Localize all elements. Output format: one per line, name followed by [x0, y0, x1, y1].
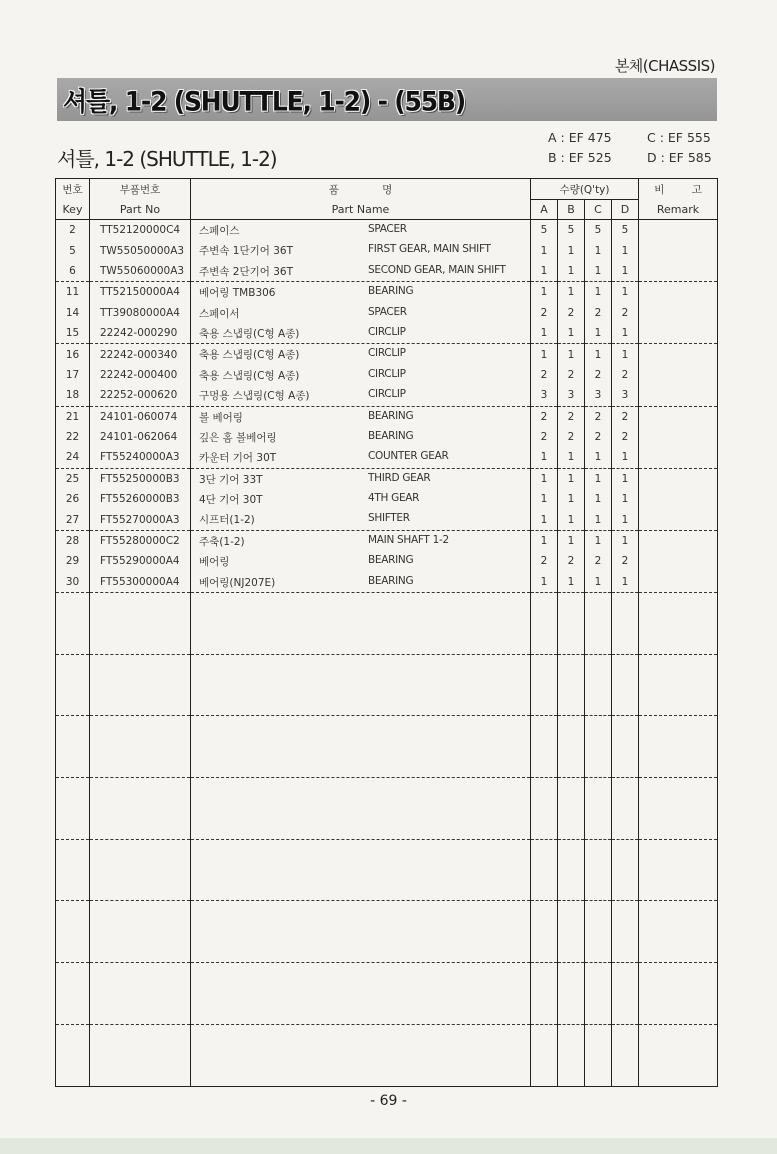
part-name-en: SPACER — [368, 223, 407, 235]
part-name-cell — [191, 468, 531, 489]
part-no-cell: FT55300000A4 — [90, 572, 191, 593]
qty-b-cell: 1 — [558, 323, 585, 344]
key-cell: 24 — [56, 447, 90, 468]
part-name-cell — [191, 509, 531, 530]
part-name-ko: 베어링 TMB306 — [199, 287, 276, 300]
qty-d-cell: 5 — [612, 220, 639, 241]
part-no-cell: 22242-000340 — [90, 344, 191, 365]
header-key-en: Key — [56, 200, 90, 220]
part-name-en: CIRCLIP — [368, 367, 406, 380]
blank-row — [56, 963, 718, 1025]
remark-cell — [639, 385, 718, 406]
part-name-en: COUNTER GEAR — [368, 450, 449, 463]
blank-row — [56, 593, 718, 655]
key-cell: 2 — [56, 220, 90, 241]
qty-d-cell: 2 — [612, 406, 639, 427]
qty-a-cell: 3 — [531, 385, 558, 406]
table-row — [56, 427, 718, 447]
part-no-cell: FT55290000A4 — [90, 551, 191, 571]
remark-cell — [639, 406, 718, 427]
part-no-cell: 22242-000400 — [90, 365, 191, 385]
qty-d-cell: 2 — [612, 365, 639, 385]
remark-cell — [639, 365, 718, 385]
qty-d-cell: 1 — [612, 447, 639, 468]
qty-d-cell: 1 — [612, 240, 639, 260]
part-no-cell: TT52120000C4 — [90, 220, 191, 241]
qty-c-cell: 2 — [585, 551, 612, 571]
part-name-ko: 깊은 홈 볼베어링 — [199, 431, 277, 444]
qty-d-cell: 1 — [612, 530, 639, 551]
part-name-ko: 베어링 — [199, 556, 230, 569]
part-name-cell — [191, 406, 531, 427]
part-name-en: SHIFTER — [368, 512, 410, 525]
qty-a-cell: 1 — [531, 530, 558, 551]
part-no-cell: FT55280000C2 — [90, 530, 191, 551]
part-name-cell — [191, 572, 531, 593]
part-name-ko: 주변속 2단기어 36T — [199, 265, 293, 278]
qty-a-cell: 1 — [531, 344, 558, 365]
table-row — [56, 323, 718, 344]
qty-c-cell: 1 — [585, 509, 612, 530]
qty-c-cell: 1 — [585, 344, 612, 365]
part-name-cell — [191, 220, 531, 241]
qty-a-cell: 1 — [531, 261, 558, 282]
qty-b-cell: 1 — [558, 509, 585, 530]
header-name-en: Part Name — [191, 200, 531, 220]
header-remark-ko: 비 고 — [639, 179, 718, 200]
part-name-ko: 구멍용 스냅링(C형 A종) — [199, 390, 310, 403]
remark-cell — [639, 447, 718, 468]
qty-a-cell: 2 — [531, 303, 558, 323]
qty-c-cell: 2 — [585, 365, 612, 385]
header-key-ko: 번호 — [56, 179, 90, 200]
part-name-en: BEARING — [368, 285, 414, 298]
parts-table — [55, 178, 718, 1087]
page-subtitle: 셔틀, 1-2 (SHUTTLE, 1-2) — [57, 147, 277, 171]
qty-b-cell: 1 — [558, 489, 585, 509]
key-cell: 17 — [56, 365, 90, 385]
qty-c-cell: 1 — [585, 530, 612, 551]
part-name-cell — [191, 385, 531, 406]
qty-b-cell: 1 — [558, 282, 585, 303]
part-no-cell: FT55260000B3 — [90, 489, 191, 509]
part-name-cell — [191, 344, 531, 365]
qty-a-cell: 5 — [531, 220, 558, 241]
header-qty-c: C — [585, 200, 612, 220]
qty-d-cell: 1 — [612, 282, 639, 303]
qty-b-cell: 2 — [558, 427, 585, 447]
qty-c-cell: 2 — [585, 303, 612, 323]
part-name-cell — [191, 240, 531, 260]
qty-b-cell: 1 — [558, 447, 585, 468]
qty-a-cell: 2 — [531, 365, 558, 385]
part-name-cell — [191, 551, 531, 571]
qty-d-cell: 1 — [612, 261, 639, 282]
header-qty-b: B — [558, 200, 585, 220]
qty-a-cell: 2 — [531, 551, 558, 571]
table-row — [56, 530, 718, 551]
part-name-ko: 축용 스냅링(C형 A종) — [199, 369, 300, 382]
remark-cell — [639, 572, 718, 593]
blank-row — [56, 901, 718, 963]
table-row — [56, 303, 718, 323]
page-number: - 69 - — [370, 1093, 407, 1109]
banner-title: 셔틀, 1-2 (SHUTTLE, 1-2) - (55B) — [63, 86, 465, 117]
model-legend-left — [548, 128, 612, 168]
header-qty: 수량(Q'ty) — [531, 179, 639, 200]
remark-cell — [639, 220, 718, 241]
remark-cell — [639, 303, 718, 323]
table-row — [56, 385, 718, 406]
qty-b-cell: 1 — [558, 240, 585, 260]
table-row — [56, 365, 718, 385]
title-banner — [57, 78, 717, 121]
table-row — [56, 261, 718, 282]
remark-cell — [639, 323, 718, 344]
part-name-ko: 주변속 1단기어 36T — [199, 245, 293, 258]
qty-b-cell: 2 — [558, 365, 585, 385]
qty-c-cell: 5 — [585, 220, 612, 241]
qty-d-cell: 2 — [612, 303, 639, 323]
key-cell: 27 — [56, 509, 90, 530]
qty-b-cell: 1 — [558, 261, 585, 282]
qty-b-cell: 2 — [558, 406, 585, 427]
qty-b-cell: 1 — [558, 530, 585, 551]
key-cell: 21 — [56, 406, 90, 427]
key-cell: 26 — [56, 489, 90, 509]
key-cell: 29 — [56, 551, 90, 571]
blank-row — [56, 716, 718, 778]
part-no-cell: 22242-000290 — [90, 323, 191, 344]
qty-c-cell: 2 — [585, 406, 612, 427]
model-a: A : EF 475 — [548, 130, 612, 145]
qty-d-cell: 2 — [612, 551, 639, 571]
header-partno-ko: 부품번호 — [90, 179, 191, 200]
remark-cell — [639, 240, 718, 260]
qty-a-cell: 1 — [531, 323, 558, 344]
qty-d-cell: 1 — [612, 344, 639, 365]
header-remark-en: Remark — [639, 200, 718, 220]
header-partno-en: Part No — [90, 200, 191, 220]
part-no-cell: 22252-000620 — [90, 385, 191, 406]
qty-c-cell: 1 — [585, 468, 612, 489]
part-no-cell: TT52150000A4 — [90, 282, 191, 303]
table-row — [56, 551, 718, 571]
table-row — [56, 282, 718, 303]
table-row — [56, 406, 718, 427]
blank-row — [56, 654, 718, 716]
table-row — [56, 447, 718, 468]
qty-a-cell: 1 — [531, 282, 558, 303]
part-name-cell — [191, 447, 531, 468]
qty-c-cell: 1 — [585, 447, 612, 468]
remark-cell — [639, 489, 718, 509]
qty-b-cell: 1 — [558, 572, 585, 593]
qty-d-cell: 2 — [612, 427, 639, 447]
header-name-ko: 품 명 — [191, 179, 531, 200]
part-name-ko: 스페이스 — [199, 225, 240, 237]
model-d: D : EF 585 — [647, 150, 712, 165]
qty-c-cell: 1 — [585, 282, 612, 303]
part-name-en: SPACER — [368, 305, 407, 318]
qty-c-cell: 1 — [585, 240, 612, 260]
part-name-ko: 볼 베어링 — [199, 411, 243, 424]
model-b: B : EF 525 — [548, 150, 612, 165]
part-name-cell — [191, 489, 531, 509]
part-name-en: BEARING — [368, 574, 414, 587]
qty-a-cell: 1 — [531, 447, 558, 468]
remark-cell — [639, 509, 718, 530]
key-cell: 14 — [56, 303, 90, 323]
part-no-cell: 24101-060074 — [90, 406, 191, 427]
qty-b-cell: 2 — [558, 551, 585, 571]
part-name-en: MAIN SHAFT 1-2 — [368, 533, 449, 546]
part-no-cell: TW55050000A3 — [90, 240, 191, 260]
qty-a-cell: 1 — [531, 240, 558, 260]
part-name-ko: 스페이서 — [199, 307, 240, 320]
part-no-cell: FT55240000A3 — [90, 447, 191, 468]
qty-c-cell: 1 — [585, 489, 612, 509]
part-name-en: BEARING — [368, 409, 414, 422]
part-name-cell — [191, 530, 531, 551]
qty-c-cell: 2 — [585, 427, 612, 447]
part-name-cell — [191, 427, 531, 447]
qty-a-cell: 1 — [531, 572, 558, 593]
key-cell: 16 — [56, 344, 90, 365]
part-name-cell — [191, 365, 531, 385]
qty-b-cell: 3 — [558, 385, 585, 406]
qty-d-cell: 1 — [612, 468, 639, 489]
table-row — [56, 240, 718, 260]
remark-cell — [639, 427, 718, 447]
part-name-en: CIRCLIP — [368, 325, 406, 338]
key-cell: 18 — [56, 385, 90, 406]
qty-c-cell: 3 — [585, 385, 612, 406]
part-no-cell: FT55270000A3 — [90, 509, 191, 530]
part-name-ko: 주축(1-2) — [199, 535, 245, 548]
part-name-en: CIRCLIP — [368, 388, 406, 401]
remark-cell — [639, 261, 718, 282]
qty-b-cell: 5 — [558, 220, 585, 241]
table-row — [56, 220, 718, 241]
page-edge — [0, 1138, 777, 1154]
remark-cell — [639, 344, 718, 365]
qty-c-cell: 1 — [585, 261, 612, 282]
qty-d-cell: 3 — [612, 385, 639, 406]
remark-cell — [639, 468, 718, 489]
part-no-cell: TW55060000A3 — [90, 261, 191, 282]
part-name-cell — [191, 282, 531, 303]
blank-row — [56, 839, 718, 901]
remark-cell — [639, 282, 718, 303]
qty-c-cell: 1 — [585, 572, 612, 593]
section-label: 본체(CHASSIS) — [614, 57, 715, 75]
part-name-en: SECOND GEAR, MAIN SHIFT — [368, 263, 506, 276]
part-no-cell: TT39080000A4 — [90, 303, 191, 323]
key-cell: 11 — [56, 282, 90, 303]
qty-a-cell: 1 — [531, 489, 558, 509]
part-name-ko: 축용 스냅링(C형 A종) — [199, 349, 300, 362]
qty-d-cell: 1 — [612, 489, 639, 509]
qty-a-cell: 1 — [531, 468, 558, 489]
part-name-ko: 카운터 기어 30T — [199, 452, 277, 465]
key-cell: 30 — [56, 572, 90, 593]
key-cell: 15 — [56, 323, 90, 344]
remark-cell — [639, 551, 718, 571]
key-cell: 28 — [56, 530, 90, 551]
qty-a-cell: 1 — [531, 509, 558, 530]
part-name-ko: 베어링(NJ207E) — [199, 576, 276, 589]
part-no-cell: FT55250000B3 — [90, 468, 191, 489]
part-name-ko: 축용 스냅링(C형 A종) — [199, 327, 300, 340]
part-name-en: BEARING — [368, 429, 414, 442]
part-name-en: CIRCLIP — [368, 347, 406, 360]
part-name-cell — [191, 261, 531, 282]
part-name-ko: 3단 기어 33T — [199, 473, 263, 486]
header-qty-a: A — [531, 200, 558, 220]
table-row — [56, 468, 718, 489]
key-cell: 6 — [56, 261, 90, 282]
part-name-cell — [191, 323, 531, 344]
qty-a-cell: 2 — [531, 427, 558, 447]
key-cell: 25 — [56, 468, 90, 489]
qty-d-cell: 1 — [612, 509, 639, 530]
qty-d-cell: 1 — [612, 572, 639, 593]
part-name-ko: 시프터(1-2) — [199, 514, 255, 527]
qty-b-cell: 1 — [558, 468, 585, 489]
qty-b-cell: 1 — [558, 344, 585, 365]
blank-row — [56, 778, 718, 840]
blank-row — [56, 1024, 718, 1086]
table-row — [56, 344, 718, 365]
key-cell: 22 — [56, 427, 90, 447]
key-cell: 5 — [56, 240, 90, 260]
qty-d-cell: 1 — [612, 323, 639, 344]
part-no-cell: 24101-062064 — [90, 427, 191, 447]
table-row — [56, 489, 718, 509]
qty-b-cell: 2 — [558, 303, 585, 323]
model-c: C : EF 555 — [647, 130, 711, 145]
table-row — [56, 572, 718, 593]
model-legend-right — [647, 128, 712, 168]
remark-cell — [639, 530, 718, 551]
table-row — [56, 509, 718, 530]
part-name-en: THIRD GEAR — [368, 471, 431, 484]
part-name-cell — [191, 303, 531, 323]
part-name-en: 4TH GEAR — [368, 492, 420, 505]
header-qty-d: D — [612, 200, 639, 220]
part-name-en: FIRST GEAR, MAIN SHIFT — [368, 243, 491, 256]
part-name-en: BEARING — [368, 554, 414, 567]
qty-a-cell: 2 — [531, 406, 558, 427]
qty-c-cell: 1 — [585, 323, 612, 344]
part-name-ko: 4단 기어 30T — [199, 494, 263, 507]
